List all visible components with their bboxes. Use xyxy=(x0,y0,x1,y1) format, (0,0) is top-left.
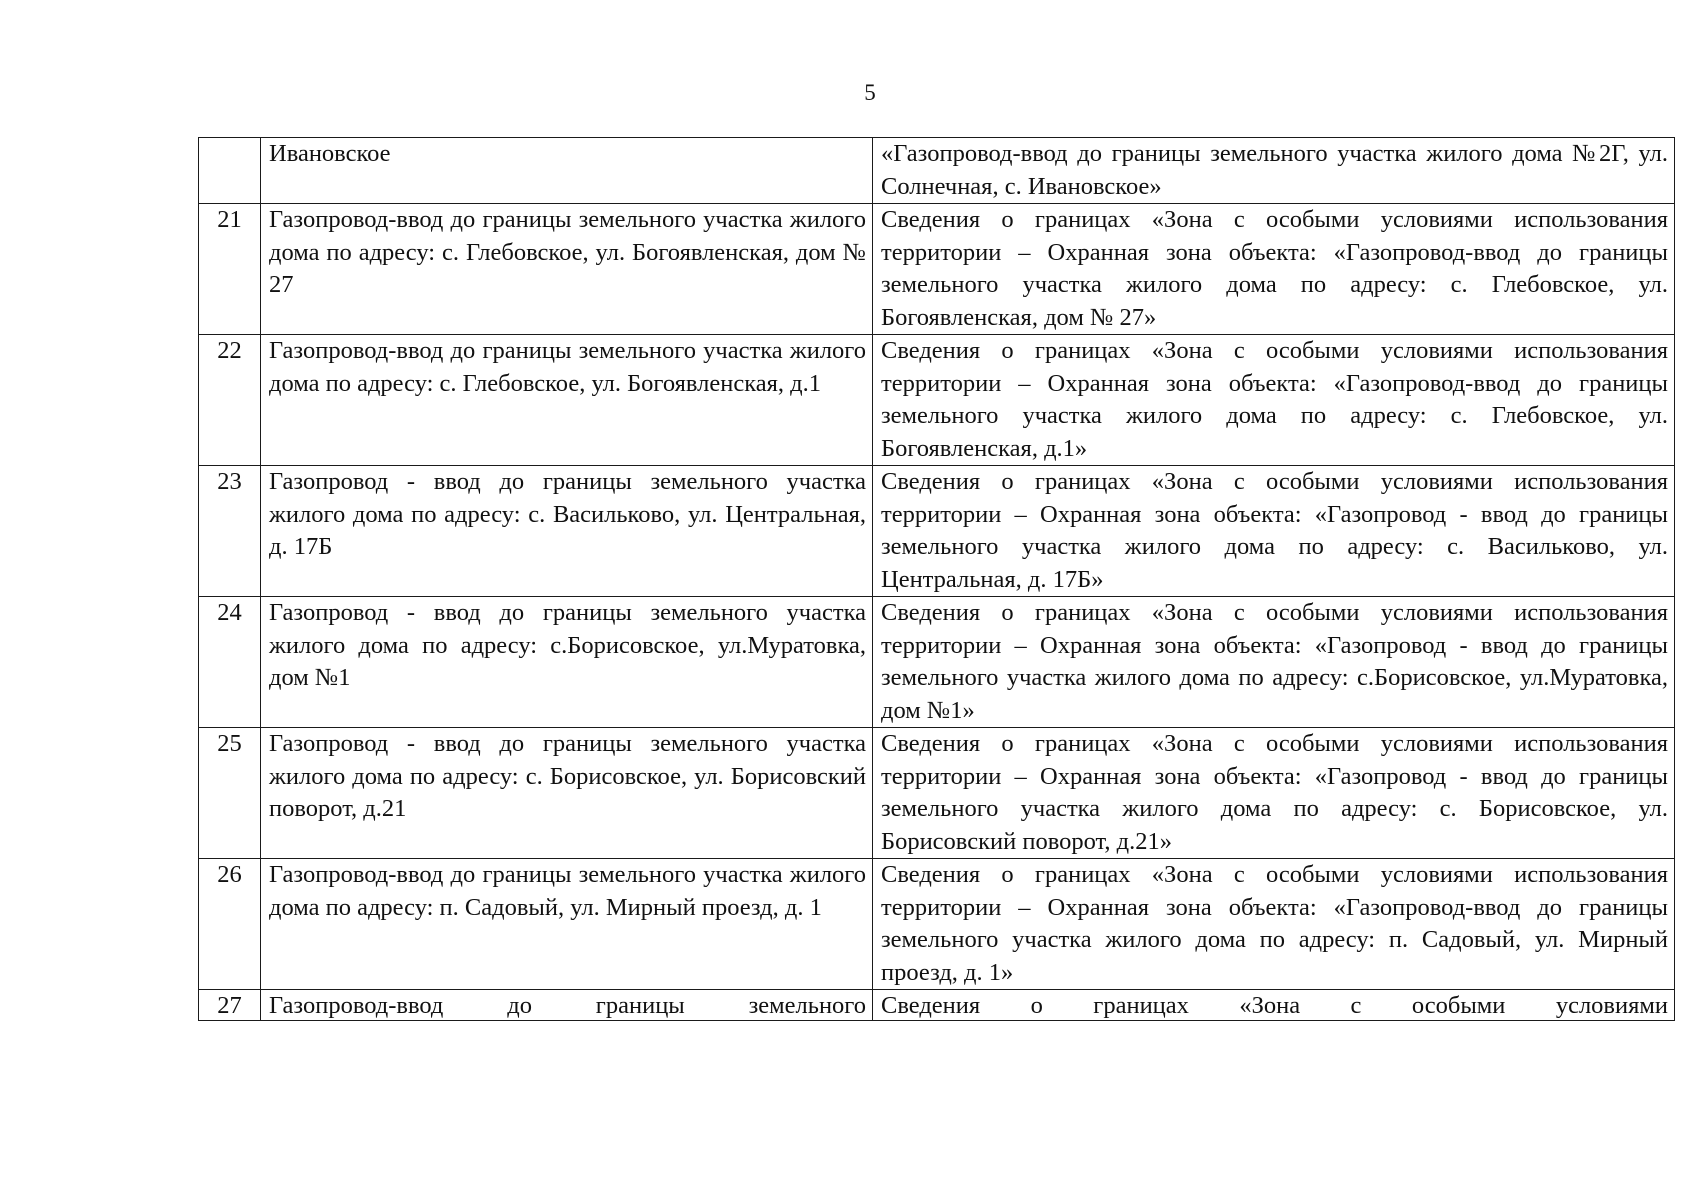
object-name-cell xyxy=(261,990,873,1021)
table-row xyxy=(199,728,1675,859)
object-name: Газопровод-ввод до границы земельного участка жилого дома по адресу: п. Садовый, ул. Мирный проезд, д. 1 xyxy=(261,859,873,990)
object-name: Газопровод-ввод до границы земельного участка жилого дома по адресу: с. Глебовское, ул. Богоявленская, д.1 xyxy=(261,335,873,466)
row-number: 21 xyxy=(199,204,261,335)
row-number: 27 xyxy=(217,992,242,1019)
object-name: Ивановское xyxy=(261,138,873,204)
table-row xyxy=(199,335,1675,466)
table-row xyxy=(199,597,1675,728)
zone-info: Сведения о границах «Зона с особыми условиями использования территории – Охранная зона объекта: «Газопровод-ввод до границы земельного участка жилого дома по адресу: с. Глебовское, ул. Богоявленская, дом № 27» xyxy=(873,204,1675,335)
zones-table xyxy=(198,137,1675,1021)
object-name: Газопровод-ввод до границы земельного участка жилого дома по адресу: с. Глебовское, ул. Богоявленская, дом № 27 xyxy=(261,204,873,335)
zone-info: Сведения о границах «Зона с особыми условиями использования территории – Охранная зона объекта: «Газопровод-ввод до границы земельного участка жилого дома по адресу: п. Садовый, ул. Мирный проезд, д. 1» xyxy=(873,859,1675,990)
table-row xyxy=(199,138,1675,204)
row-number: 23 xyxy=(199,466,261,597)
table-row xyxy=(199,990,1675,1021)
zone-info: «Газопровод-ввод до границы земельного участка жилого дома №2Г, ул. Солнечная, с. Ивановское» xyxy=(873,138,1675,204)
zone-info: Сведения о границах «Зона с особыми условиями использования территории – Охранная зона объекта: «Газопровод-ввод до границы земельного участка жилого дома по адресу: с. Глебовское, ул. Богоявленская, д.1» xyxy=(873,335,1675,466)
zone-info: Сведения о границах «Зона с особыми условиями xyxy=(881,992,1668,1019)
row-number xyxy=(199,138,261,204)
table-row xyxy=(199,859,1675,990)
object-name: Газопровод-ввод до границы земельного xyxy=(269,992,866,1019)
row-number-cell xyxy=(199,990,261,1021)
zone-info: Сведения о границах «Зона с особыми условиями использования территории – Охранная зона объекта: «Газопровод - ввод до границы земельного участка жилого дома по адресу: с.Борисовское, ул.Муратовка, дом №1» xyxy=(873,597,1675,728)
table-row xyxy=(199,204,1675,335)
object-name: Газопровод - ввод до границы земельного участка жилого дома по адресу: с.Борисовское, ул.Муратовка, дом №1 xyxy=(261,597,873,728)
row-number: 26 xyxy=(199,859,261,990)
zone-info-cell xyxy=(873,990,1675,1021)
zone-info: Сведения о границах «Зона с особыми условиями использования территории – Охранная зона объекта: «Газопровод - ввод до границы земельного участка жилого дома по адресу: с. Борисовское, ул. Борисовский поворот, д.21» xyxy=(873,728,1675,859)
row-number: 25 xyxy=(199,728,261,859)
zone-info: Сведения о границах «Зона с особыми условиями использования территории – Охранная зона объекта: «Газопровод - ввод до границы земельного участка жилого дома по адресу: с. Васильково, ул. Центральная, д. 17Б» xyxy=(873,466,1675,597)
row-number: 24 xyxy=(199,597,261,728)
row-number: 22 xyxy=(199,335,261,466)
object-name: Газопровод - ввод до границы земельного участка жилого дома по адресу: с. Васильково, ул. Центральная, д. 17Б xyxy=(261,466,873,597)
page-number: 5 xyxy=(864,80,876,105)
object-name: Газопровод - ввод до границы земельного участка жилого дома по адресу: с. Борисовское, ул. Борисовский поворот, д.21 xyxy=(261,728,873,859)
table-row xyxy=(199,466,1675,597)
